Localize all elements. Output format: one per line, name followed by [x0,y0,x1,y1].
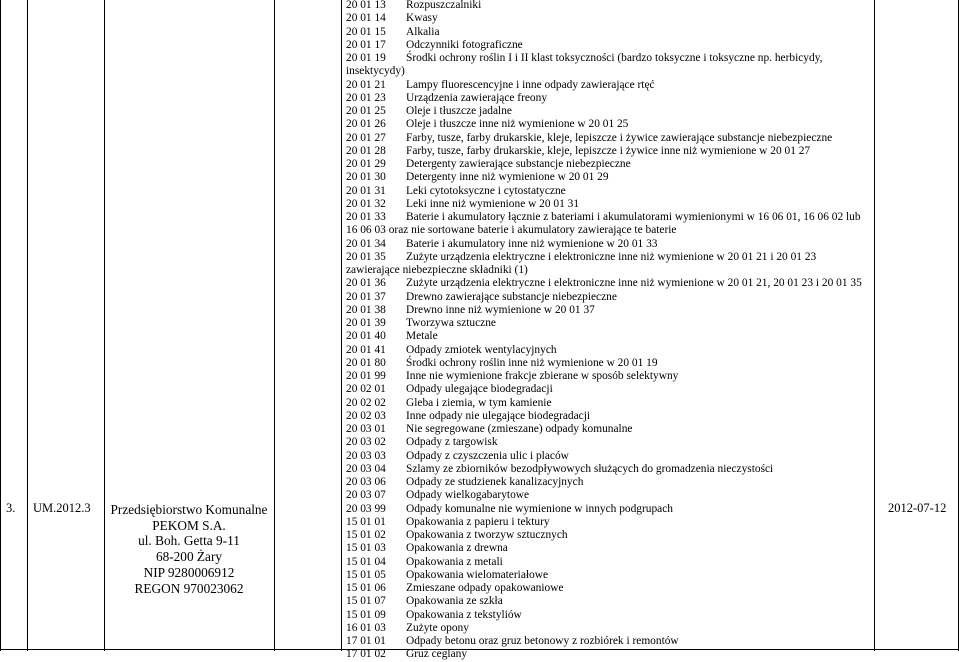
waste-code: 20 01 31 [346,184,386,197]
waste-row [346,291,869,304]
waste-description: Opakowania z drewna [406,542,508,555]
waste-description: Gruz ceglany [406,648,468,661]
waste-code: 20 01 33 [346,211,386,223]
waste-description: Oleje i tłuszcze jadalne [406,105,512,117]
waste-code: 20 01 26 [346,118,386,131]
waste-code: 20 01 38 [346,303,386,316]
waste-description: Inne odpady nie ulegające biodegradacji [406,409,591,422]
waste-description: Opakowania z metali [406,555,503,568]
waste-code: 15 01 06 [346,582,386,594]
waste-row [346,39,869,52]
waste-row [346,92,869,105]
waste-code: 20 01 19 [346,52,386,64]
waste-row [346,198,869,211]
waste-row [346,185,869,198]
waste-description: Lampy fluorescencyjne i inne odpady zawierające rtęć [406,78,655,91]
entry-date: 2012-07-12 [888,501,947,515]
waste-description: Detergenty inne niż wymienione w 20 01 29 [406,171,609,184]
waste-code: 20 01 30 [346,171,386,184]
waste-row [346,277,869,290]
waste-row [346,12,869,25]
waste-code: 20 03 03 [346,449,386,462]
waste-row [346,516,869,529]
waste-row [346,489,869,502]
waste-code: 20 01 15 [346,25,386,38]
registry-number: UM.2012.3 [33,501,91,515]
waste-description: Oleje i tłuszcze inne niż wymienione w 20 01 25 [406,118,629,131]
waste-code: 15 01 02 [346,529,386,541]
waste-row [346,171,869,184]
waste-row [346,595,869,608]
waste-description: Gleba i ziemia, w tym kamienie [406,396,552,409]
column-divider-waste [274,0,275,651]
company-details [110,502,268,596]
waste-row [346,238,869,251]
waste-code: 20 01 99 [346,370,386,382]
waste-code: 15 01 05 [346,568,386,581]
waste-row [346,251,869,278]
company-street: ul. Boh. Getta 9-11 [138,533,240,549]
waste-row [346,79,869,92]
waste-description: Odczynniki fotograficzne [406,38,523,51]
waste-description: Drewno inne niż wymienione w 20 01 37 [406,303,595,316]
table-border-left [0,0,1,651]
waste-row [346,344,869,357]
waste-code: 20 03 02 [346,436,386,449]
waste-code: 20 03 01 [346,423,386,435]
waste-row [346,556,869,569]
waste-description: Farby, tusze, farby drukarskie, kleje, lepiszcze i żywice inne niż wymienione w 20 01 27 [406,144,811,157]
waste-description: Leki inne niż wymienione w 20 01 31 [406,197,580,210]
waste-code: 20 01 32 [346,197,386,210]
waste-code: 20 01 13 [346,0,386,11]
waste-row [346,542,869,555]
waste-description: Odpady ulegające biodegradacji [406,383,553,396]
waste-row [346,609,869,622]
waste-row [346,529,869,542]
waste-row [346,52,869,79]
waste-code: 20 02 03 [346,409,386,422]
waste-description: Środki ochrony roślin inne niż wymienione w 20 01 19 [406,356,658,369]
waste-code: 20 01 41 [346,343,386,356]
waste-code: 20 03 06 [346,476,386,488]
waste-code: 20 01 14 [346,12,386,25]
waste-code: 20 01 39 [346,317,386,329]
waste-description: Odpady zmiotek wentylacyjnych [406,343,557,356]
waste-code: 20 02 01 [346,383,386,396]
waste-description: Inne nie wymienione frakcje zbierane w sposób selektywny [406,370,679,382]
waste-code: 20 01 29 [346,158,386,170]
company-nip: NIP 9280006912 [143,564,235,580]
waste-description: Opakowania wielomateriałowe [406,568,549,581]
waste-description: Leki cytotoksyczne i cytostatyczne [406,184,566,197]
column-divider-company [104,0,105,651]
waste-description: Odpady z targowisk [406,436,498,449]
waste-code: 15 01 07 [346,595,386,608]
waste-row [346,397,869,410]
waste-row [346,436,869,449]
waste-code: 17 01 01 [346,635,386,647]
waste-code: 15 01 09 [346,608,386,621]
waste-code: 20 01 40 [346,330,386,343]
waste-description: Odpady wielkogabarytowe [406,489,530,502]
waste-description: Odpady betonu oraz gruz betonowy z rozbiórek i remontów [406,635,679,647]
waste-row [346,211,869,238]
company-city: 68-200 Żary [155,549,223,565]
waste-row [346,105,869,118]
waste-row [346,635,869,648]
waste-row [346,450,869,463]
waste-description: Farby, tusze, farby drukarskie, kleje, lepiszcze i żywice zawierające substancje niebezpieczne [406,131,833,144]
waste-description: Urządzenia zawierające freony [406,91,548,104]
waste-row [346,410,869,423]
waste-row [346,569,869,582]
waste-code: 20 01 36 [346,277,386,290]
waste-code: 20 01 17 [346,38,386,51]
waste-description: Zużyte urządzenia elektryczne i elektroniczne inne niż wymienione w 20 01 21 i 20 01 23 zawierające niebezpieczne składniki (1) [346,250,817,276]
waste-description: Opakowania z tekstyliów [406,608,522,621]
waste-description: Opakowania z tworzyw sztucznych [406,529,568,541]
company-name: Przedsiębiorstwo Komunalne [110,502,268,517]
waste-description: Kwasy [406,12,438,25]
waste-description: Środki ochrony roślin I i II klast toksyczności (bardzo toksyczne i toksyczne np. herbicydy, insektycydy) [346,52,823,78]
waste-row [346,383,869,396]
waste-row [346,132,869,145]
entry-number: 3. [6,501,16,515]
waste-row [346,582,869,595]
waste-code: 20 01 37 [346,290,386,303]
column-divider-registry [27,0,28,651]
waste-description: Alkalia [406,25,440,38]
waste-description: Odpady komunalne nie wymienione w innych podgrupach [406,502,673,515]
waste-row [346,0,869,12]
waste-row [346,370,869,383]
waste-row [346,317,869,330]
waste-code: 17 01 02 [346,648,386,661]
waste-description: Opakowania z papieru i tektury [406,515,550,528]
waste-code: 20 02 02 [346,396,386,409]
column-divider-waste-inner [341,0,342,651]
waste-description: Baterie i akumulatory łącznie z bateriami i akumulatorami wymienionymi w 16 06 01, 16 06 02 lub 16 06 03 oraz nie sortowane baterie i akumulatory zawierające te baterie [346,211,861,237]
waste-description: Nie segregowane (zmieszane) odpady komunalne [406,423,633,435]
waste-description: Rozpuszczalniki [406,0,482,11]
waste-code: 15 01 03 [346,542,386,555]
waste-code: 20 01 25 [346,105,386,117]
waste-code: 15 01 01 [346,515,386,528]
waste-code: 20 01 28 [346,144,386,157]
waste-description: Odpady z czyszczenia ulic i placów [406,449,569,462]
waste-code: 20 03 07 [346,489,386,502]
waste-row [346,622,869,635]
waste-row [346,158,869,171]
waste-row [346,145,869,158]
waste-code: 20 03 04 [346,462,386,475]
waste-row [346,476,869,489]
column-divider-date [874,0,875,651]
waste-description: Metale [406,330,438,343]
waste-row [346,304,869,317]
waste-code: 20 01 35 [346,250,386,263]
company-regon: REGON 970023062 [134,580,244,596]
waste-code: 20 01 34 [346,237,386,250]
waste-row [346,26,869,39]
waste-row [346,357,869,370]
waste-row [346,330,869,343]
waste-row [346,463,869,476]
waste-description: Drewno zawierające substancje niebezpieczne [406,290,617,303]
waste-description: Opakowania ze szkła [406,595,503,608]
waste-code: 20 03 99 [346,502,386,515]
waste-code: 20 01 80 [346,356,386,369]
waste-row [346,503,869,516]
waste-code: 20 01 21 [346,78,386,91]
waste-description: Zużyte opony [406,621,469,634]
waste-row [346,423,869,436]
waste-description: Szlamy ze zbiorników bezodpływowych służących do gromadzenia nieczystości [406,462,774,475]
waste-description: Tworzywa sztuczne [406,317,496,329]
waste-description: Baterie i akumulatory inne niż wymienione w 20 01 33 [406,237,658,250]
waste-description: Odpady ze studzienek kanalizacyjnych [406,476,584,488]
waste-code: 15 01 04 [346,555,386,568]
company-legal-name: PEKOM S.A. [152,517,226,533]
waste-row [346,118,869,131]
waste-description: Zmieszane odpady opakowaniowe [406,582,564,594]
waste-description: Detergenty zawierające substancje niebezpieczne [406,158,631,170]
waste-code: 20 01 27 [346,131,386,144]
waste-code: 16 01 03 [346,621,386,634]
waste-code: 20 01 23 [346,91,386,104]
waste-code-list [346,0,869,662]
waste-row [346,648,869,661]
waste-description: Zużyte urządzenia elektryczne i elektroniczne inne niż wymienione w 20 01 21, 20 01 23 i 20 01 35 [406,277,862,290]
